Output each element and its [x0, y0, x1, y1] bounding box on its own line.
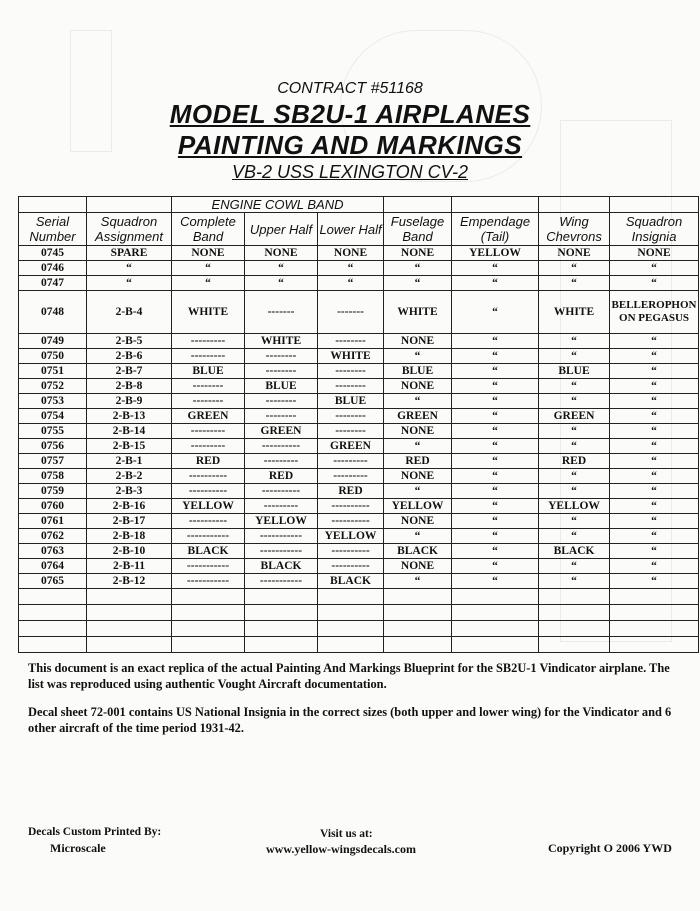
table-cell: “	[384, 261, 452, 276]
table-cell: “	[539, 349, 610, 364]
table-cell: --------	[245, 394, 318, 409]
replica-note: This document is an exact replica of the actual Painting And Markings Blueprint for the SB2U-1 Vindicator airplane. The list was reproduced using authentic Vought Aircraft documentation.	[28, 661, 670, 691]
table-cell: 2-B-18	[87, 529, 172, 544]
empty-table-row	[19, 605, 699, 621]
table-cell: WHITE	[245, 334, 318, 349]
table-cell: NONE	[539, 246, 610, 261]
table-cell: “	[452, 364, 539, 379]
document-subtitle: PAINTING AND MARKINGS	[177, 130, 523, 160]
table-cell: -----------	[172, 559, 245, 574]
table-cell: --------	[245, 349, 318, 364]
header-spacer	[539, 197, 610, 213]
table-cell: 2-B-2	[87, 469, 172, 484]
empty-cell	[610, 589, 699, 605]
table-row	[19, 529, 699, 544]
table-cell: BELLEROPHON ON PEGASUS	[610, 291, 699, 334]
copyright-notice: Copyright O 2006 YWD	[548, 841, 672, 855]
table-cell: 0746	[19, 261, 87, 276]
table-cell: BLACK	[172, 544, 245, 559]
empty-cell	[539, 621, 610, 637]
table-cell: “	[539, 424, 610, 439]
table-cell: 0751	[19, 364, 87, 379]
table-row	[19, 349, 699, 364]
table-cell: 0749	[19, 334, 87, 349]
table-cell: RED	[539, 454, 610, 469]
table-cell: --------	[172, 394, 245, 409]
table-cell: 0747	[19, 276, 87, 291]
table-cell: “	[610, 379, 699, 394]
table-cell: ----------	[245, 439, 318, 454]
table-cell: SPARE	[87, 246, 172, 261]
table-cell: “	[87, 261, 172, 276]
table-cell: 0756	[19, 439, 87, 454]
column-header: Empendage (Tail)	[452, 213, 539, 246]
table-cell: “	[539, 261, 610, 276]
table-cell: “	[610, 529, 699, 544]
table-cell: 2-B-17	[87, 514, 172, 529]
table-cell: WHITE	[539, 291, 610, 334]
table-row	[19, 484, 699, 499]
table-cell: “	[172, 261, 245, 276]
empty-cell	[172, 621, 245, 637]
table-row	[19, 246, 699, 261]
empty-cell	[19, 637, 87, 653]
table-cell: 2-B-14	[87, 424, 172, 439]
empty-cell	[318, 589, 384, 605]
table-cell: --------	[318, 409, 384, 424]
empty-cell	[245, 589, 318, 605]
table-cell: “	[452, 276, 539, 291]
table-cell: YELLOW	[172, 499, 245, 514]
table-row	[19, 514, 699, 529]
empty-cell	[384, 589, 452, 605]
empty-table-row	[19, 621, 699, 637]
empty-table-row	[19, 589, 699, 605]
table-cell: WHITE	[172, 291, 245, 334]
table-cell: “	[452, 291, 539, 334]
table-cell: ----------	[245, 484, 318, 499]
table-cell: RED	[172, 454, 245, 469]
table-cell: ---------	[172, 334, 245, 349]
table-cell: 2-B-7	[87, 364, 172, 379]
table-cell: “	[245, 261, 318, 276]
table-row	[19, 261, 699, 276]
table-cell: ----------	[318, 499, 384, 514]
table-cell: NONE	[318, 246, 384, 261]
table-cell: “	[452, 334, 539, 349]
table-cell: “	[452, 454, 539, 469]
table-cell: “	[452, 349, 539, 364]
table-cell: 0753	[19, 394, 87, 409]
table-cell: YELLOW	[539, 499, 610, 514]
empty-table-row	[19, 637, 699, 653]
table-cell: --------	[318, 364, 384, 379]
website-link[interactable]: www.yellow-wingsdecals.com	[266, 842, 416, 856]
table-cell: “	[610, 484, 699, 499]
table-cell: --------	[245, 409, 318, 424]
table-cell: 2-B-3	[87, 484, 172, 499]
table-cell: “	[610, 424, 699, 439]
table-cell: “	[610, 409, 699, 424]
decals-printer-name: Microscale	[50, 841, 106, 855]
table-cell: --------	[318, 424, 384, 439]
column-header: Serial Number	[19, 213, 87, 246]
empty-cell	[452, 605, 539, 621]
table-cell: RED	[384, 454, 452, 469]
table-cell: WHITE	[318, 349, 384, 364]
table-cell: 0754	[19, 409, 87, 424]
table-cell: ---------	[245, 454, 318, 469]
table-cell: GREEN	[318, 439, 384, 454]
table-cell: YELLOW	[245, 514, 318, 529]
table-cell: “	[452, 409, 539, 424]
column-header: Lower Half	[318, 213, 384, 246]
table-cell: “	[172, 276, 245, 291]
table-cell: “	[452, 394, 539, 409]
table-cell: “	[610, 394, 699, 409]
table-cell: “	[610, 334, 699, 349]
table-cell: NONE	[384, 246, 452, 261]
empty-cell	[19, 621, 87, 637]
empty-cell	[539, 637, 610, 653]
table-cell: --------	[245, 364, 318, 379]
table-cell: 2-B-6	[87, 349, 172, 364]
table-cell: GREEN	[539, 409, 610, 424]
header-spacer	[384, 197, 452, 213]
table-cell: 2-B-12	[87, 574, 172, 589]
table-cell: “	[610, 454, 699, 469]
table-cell: YELLOW	[452, 246, 539, 261]
table-cell: “	[384, 439, 452, 454]
empty-cell	[318, 621, 384, 637]
table-cell: 2-B-10	[87, 544, 172, 559]
table-cell: “	[452, 559, 539, 574]
column-header: Squadron Assignment	[87, 213, 172, 246]
table-cell: BLUE	[539, 364, 610, 379]
table-cell: “	[384, 276, 452, 291]
empty-cell	[87, 637, 172, 653]
column-header: Wing Chevrons	[539, 213, 610, 246]
table-cell: BLUE	[318, 394, 384, 409]
table-cell: ----------	[318, 559, 384, 574]
empty-cell	[245, 605, 318, 621]
table-cell: BLUE	[245, 379, 318, 394]
table-cell: ----------	[318, 544, 384, 559]
empty-cell	[452, 589, 539, 605]
table-cell: ---------	[318, 469, 384, 484]
table-cell: --------	[318, 379, 384, 394]
contract-number: CONTRACT #51168	[277, 80, 423, 97]
empty-cell	[610, 637, 699, 653]
table-cell: “	[318, 276, 384, 291]
table-cell: BLACK	[318, 574, 384, 589]
empty-cell	[384, 621, 452, 637]
table-cell: “	[610, 514, 699, 529]
empty-cell	[172, 589, 245, 605]
table-cell: 0761	[19, 514, 87, 529]
table-cell: “	[610, 574, 699, 589]
empty-cell	[318, 605, 384, 621]
table-cell: 2-B-11	[87, 559, 172, 574]
table-cell: 0745	[19, 246, 87, 261]
table-cell: “	[610, 544, 699, 559]
table-row	[19, 291, 699, 334]
table-cell: “	[610, 349, 699, 364]
table-cell: BLACK	[384, 544, 452, 559]
table-cell: BLUE	[172, 364, 245, 379]
table-cell: 0752	[19, 379, 87, 394]
table-cell: 0758	[19, 469, 87, 484]
empty-cell	[610, 621, 699, 637]
table-cell: “	[610, 261, 699, 276]
table-cell: “	[539, 379, 610, 394]
table-cell: 0750	[19, 349, 87, 364]
empty-cell	[245, 637, 318, 653]
empty-cell	[384, 637, 452, 653]
empty-cell	[539, 589, 610, 605]
table-cell: ----------	[172, 514, 245, 529]
table-cell: NONE	[384, 424, 452, 439]
table-cell: “	[539, 559, 610, 574]
table-cell: “	[610, 364, 699, 379]
table-cell: “	[384, 574, 452, 589]
table-cell: ---------	[172, 439, 245, 454]
table-cell: 0764	[19, 559, 87, 574]
table-cell: -----------	[245, 574, 318, 589]
empty-cell	[87, 605, 172, 621]
table-row	[19, 334, 699, 349]
table-cell: NONE	[384, 559, 452, 574]
table-cell: --------	[172, 379, 245, 394]
table-cell: “	[452, 484, 539, 499]
table-cell: “	[318, 261, 384, 276]
header-spacer	[452, 197, 539, 213]
table-cell: “	[384, 349, 452, 364]
header-spacer	[610, 197, 699, 213]
table-cell: “	[452, 544, 539, 559]
table-cell: GREEN	[245, 424, 318, 439]
table-cell: “	[87, 276, 172, 291]
table-cell: ----------	[318, 514, 384, 529]
column-header: Upper Half	[245, 213, 318, 246]
table-cell: 0759	[19, 484, 87, 499]
table-row	[19, 409, 699, 424]
table-cell: ---------	[318, 454, 384, 469]
table-cell: “	[539, 334, 610, 349]
empty-cell	[172, 605, 245, 621]
empty-cell	[610, 605, 699, 621]
table-cell: NONE	[384, 334, 452, 349]
header-spacer	[19, 197, 87, 213]
table-cell: YELLOW	[384, 499, 452, 514]
table-cell: -------	[318, 291, 384, 334]
table-row	[19, 424, 699, 439]
table-cell: “	[245, 276, 318, 291]
document-title: MODEL SB2U-1 AIRPLANES	[169, 99, 531, 129]
table-cell: “	[539, 514, 610, 529]
table-cell: -----------	[172, 574, 245, 589]
column-header: Fuselage Band	[384, 213, 452, 246]
column-header: Complete Band	[172, 213, 245, 246]
table-cell: BLACK	[539, 544, 610, 559]
table-cell: “	[452, 261, 539, 276]
table-cell: “	[610, 469, 699, 484]
table-cell: ---------	[172, 424, 245, 439]
table-cell: “	[384, 484, 452, 499]
header-spacer	[87, 197, 172, 213]
table-cell: -----------	[245, 544, 318, 559]
table-cell: ----------	[172, 484, 245, 499]
table-cell: “	[610, 276, 699, 291]
empty-cell	[172, 637, 245, 653]
table-cell: “	[539, 529, 610, 544]
table-cell: “	[452, 424, 539, 439]
table-cell: “	[610, 439, 699, 454]
table-cell: NONE	[245, 246, 318, 261]
empty-cell	[19, 605, 87, 621]
empty-cell	[452, 637, 539, 653]
table-cell: “	[452, 574, 539, 589]
table-cell: “	[539, 574, 610, 589]
table-cell: 0763	[19, 544, 87, 559]
table-row	[19, 469, 699, 484]
table-cell: BLUE	[384, 364, 452, 379]
table-cell: “	[539, 469, 610, 484]
table-cell: 2-B-1	[87, 454, 172, 469]
table-cell: GREEN	[384, 409, 452, 424]
table-cell: 0755	[19, 424, 87, 439]
table-cell: ---------	[245, 499, 318, 514]
empty-cell	[539, 605, 610, 621]
table-cell: “	[452, 379, 539, 394]
table-cell: “	[610, 499, 699, 514]
table-cell: “	[452, 469, 539, 484]
table-cell: -----------	[172, 529, 245, 544]
table-cell: 2-B-16	[87, 499, 172, 514]
column-header: Squadron Insignia	[610, 213, 699, 246]
table-cell: WHITE	[384, 291, 452, 334]
table-row	[19, 439, 699, 454]
table-cell: “	[610, 559, 699, 574]
table-cell: “	[452, 514, 539, 529]
visit-label: Visit us at:	[320, 828, 373, 840]
table-cell: 0748	[19, 291, 87, 334]
table-cell: 2-B-8	[87, 379, 172, 394]
table-cell: 0760	[19, 499, 87, 514]
table-row	[19, 574, 699, 589]
table-cell: ---------	[172, 349, 245, 364]
table-cell: NONE	[384, 514, 452, 529]
table-cell: -----------	[245, 529, 318, 544]
table-cell: NONE	[172, 246, 245, 261]
table-cell: “	[452, 439, 539, 454]
table-cell: ----------	[172, 469, 245, 484]
table-cell: 0762	[19, 529, 87, 544]
table-row	[19, 364, 699, 379]
table-row	[19, 379, 699, 394]
empty-cell	[318, 637, 384, 653]
table-row	[19, 454, 699, 469]
table-cell: “	[539, 394, 610, 409]
table-cell: 2-B-13	[87, 409, 172, 424]
engine-cowl-band-header: ENGINE COWL BAND	[172, 197, 384, 213]
table-cell: “	[384, 394, 452, 409]
table-cell: -------	[245, 291, 318, 334]
table-cell: 2-B-9	[87, 394, 172, 409]
table-row	[19, 394, 699, 409]
table-cell: “	[539, 484, 610, 499]
table-cell: “	[452, 529, 539, 544]
table-cell: 0757	[19, 454, 87, 469]
table-cell: RED	[318, 484, 384, 499]
empty-cell	[87, 589, 172, 605]
table-cell: 2-B-15	[87, 439, 172, 454]
table-row	[19, 499, 699, 514]
table-cell: NONE	[610, 246, 699, 261]
markings-table	[18, 196, 699, 653]
table-cell: 2-B-5	[87, 334, 172, 349]
table-cell: NONE	[384, 469, 452, 484]
squadron-ship-heading: VB-2 USS LEXINGTON CV-2	[231, 162, 469, 182]
empty-cell	[87, 621, 172, 637]
table-row	[19, 559, 699, 574]
table-cell: “	[452, 499, 539, 514]
table-cell: --------	[318, 334, 384, 349]
table-cell: “	[539, 439, 610, 454]
table-cell: RED	[245, 469, 318, 484]
decals-printer-label: Decals Custom Printed By:	[28, 826, 162, 838]
empty-cell	[245, 621, 318, 637]
empty-cell	[384, 605, 452, 621]
table-cell: GREEN	[172, 409, 245, 424]
table-cell: 2-B-4	[87, 291, 172, 334]
empty-cell	[452, 621, 539, 637]
table-cell: YELLOW	[318, 529, 384, 544]
table-cell: BLACK	[245, 559, 318, 574]
empty-cell	[19, 589, 87, 605]
table-cell: 0765	[19, 574, 87, 589]
decal-sheet-note: Decal sheet 72-001 contains US National Insignia in the correct sizes (both upper and lower wing) for the Vindicator and 6 other aircraft of the time period 1931-42.	[28, 705, 672, 735]
table-cell: NONE	[384, 379, 452, 394]
table-row	[19, 276, 699, 291]
table-cell: “	[539, 276, 610, 291]
table-cell: “	[384, 529, 452, 544]
table-row	[19, 544, 699, 559]
